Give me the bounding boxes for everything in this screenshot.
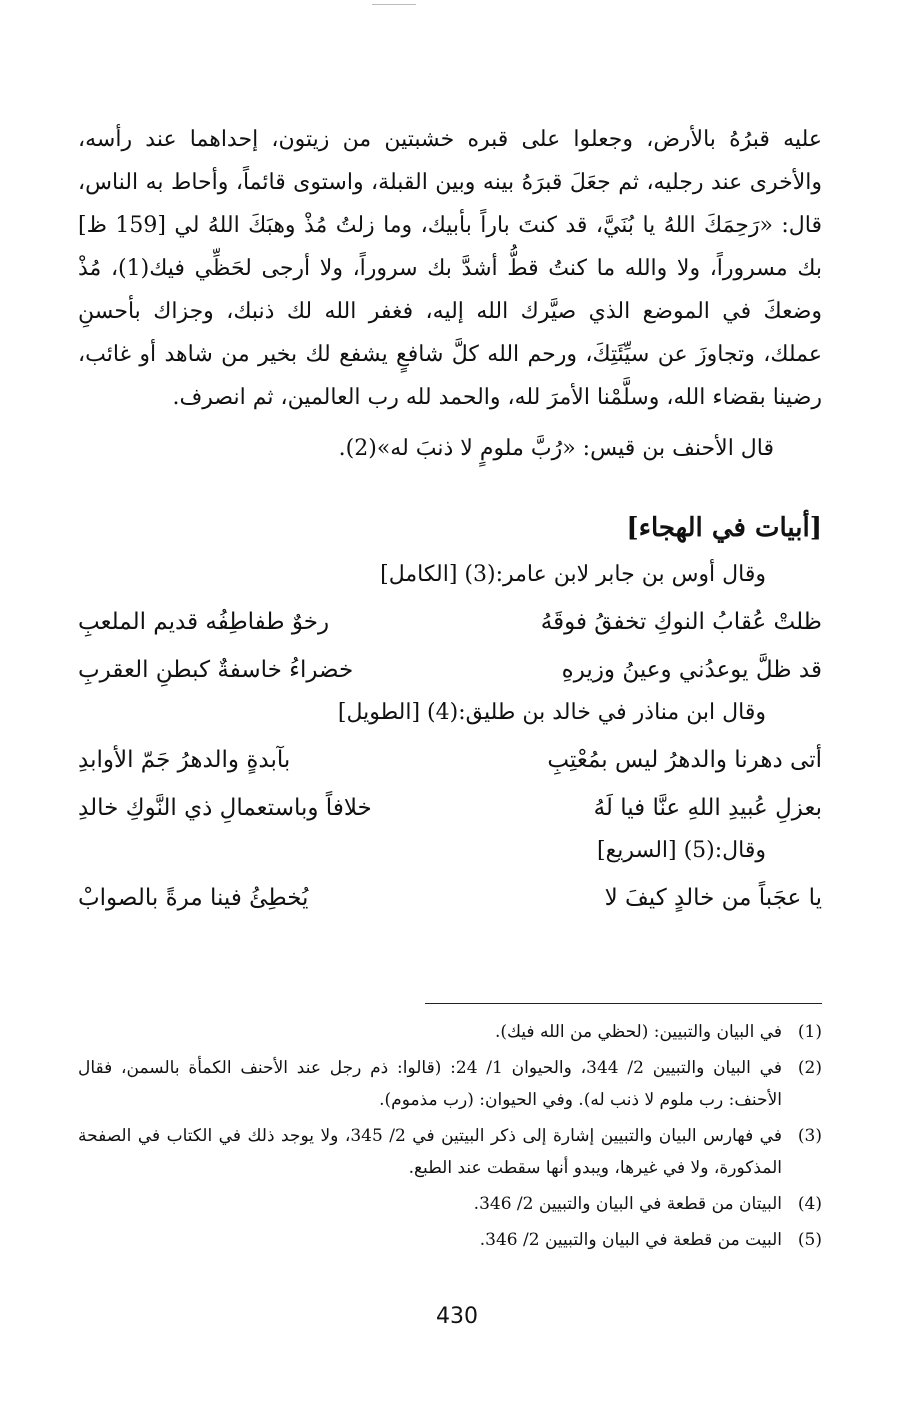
footnote-text: البيتان من قطعة في البيان والتبيين 2/ 346. bbox=[473, 1194, 782, 1214]
verse-second-hemistich: خلافاً وباستعمالِ ذي النَّوكِ خالدِ bbox=[78, 795, 372, 821]
footnote-number: (3) bbox=[797, 1126, 822, 1146]
body-paragraph-1: عليه قبرُهُ بالأرض، وجعلوا على قبره خشبتين من زيتون، إحداهما عند رأسه، والأخرى عند رجليه، ثم جعَلَ قبرَهُ بينه وبين القبلة، واستوى قائماً، وأحاط به الناس، قال: «رَحِمَكَ اللهُ يا بُنَيَّ، قد كنتَ باراً بأبيك، وما زلتُ مُذْ وهبَكَ اللهُ لي [159 ظ] بك مسروراً، ولا والله ما كنتُ قطُّ أشدَّ بك سروراً، ولا أرجى لحَظِّي فيك(1)، مُذْ وضعكَ في الموضع الذي صيَّرك الله إليه، فغفر الله لك ذنبك، وجزاك بأحسنِ عملك، وتجاوزَ عن سيِّئَتِكَ، ورحم الله كلَّ شافعٍ يشفع لك بخير من شاهد أو غائب، رضينا بقضاء الله، وسلَّمْنا الأمرَ لله، والحمد لله رب العالمين، ثم انصرف. bbox=[78, 127, 823, 410]
footnote bbox=[78, 1224, 822, 1256]
verse-line bbox=[78, 648, 822, 692]
footnote bbox=[78, 1052, 822, 1116]
verse-first-hemistich: أتى دهرنا والدهرُ ليس بمُعْتِبِ bbox=[547, 747, 822, 773]
footnote-text: في البيان والتبيين 2/ 344، والحيوان 1/ 24: (قالوا: ذم رجل عند الأحنف الكمأة بالسمن، فقال الأحنف: رب ملوم لا ذنب له). وفي الحيوان: (رب مذموم). bbox=[78, 1058, 782, 1110]
poem-intro-1: وقال أوس بن جابر لابن عامر:(3) [الكامل] bbox=[380, 562, 766, 587]
verse-second-hemistich: يُخطِئُ فينا مرةً بالصوابْ bbox=[78, 885, 309, 911]
footnote-number: (5) bbox=[797, 1230, 822, 1250]
verse-first-hemistich: يا عجَباً من خالدٍ كيفَ لا bbox=[604, 885, 822, 911]
footnote-text: البيت من قطعة في البيان والتبيين 2/ 346. bbox=[479, 1230, 782, 1250]
verse-line bbox=[78, 738, 822, 782]
poem-intro-2: وقال ابن مناذر في خالد بن طليق:(4) [الطويل] bbox=[337, 700, 766, 725]
main-text bbox=[78, 118, 822, 920]
verse-line bbox=[78, 786, 822, 830]
verse-first-hemistich: بعزلِ عُبيدِ اللهِ عنَّا فيا لَهُ bbox=[593, 795, 822, 821]
section-heading: [أبيات في الهجاء] bbox=[626, 513, 822, 543]
footnote-text: في البيان والتبيين: (لحظي من الله فيك). bbox=[494, 1022, 782, 1042]
verse-line bbox=[78, 600, 822, 644]
verse-second-hemistich: رخوٌ طفاطِفُه قديم الملعبِ bbox=[78, 609, 330, 635]
footnote bbox=[78, 1120, 822, 1184]
verse-line bbox=[78, 876, 822, 920]
verse-second-hemistich: بآبدةٍ والدهرُ جَمّ الأوابدِ bbox=[78, 747, 291, 773]
footnote-number: (4) bbox=[797, 1194, 822, 1214]
footnote-separator bbox=[425, 1003, 822, 1004]
footnote-text: في فهارس البيان والتبيين إشارة إلى ذكر البيتين في 2/ 345، ولا يوجد ذلك في الكتاب في الصفحة المذكورة، ولا في غيرها، ويبدو أنها سقطت عند الطبع. bbox=[78, 1126, 782, 1178]
body-paragraph-2: قال الأحنف بن قيس: «رُبَّ ملومٍ لا ذنبَ له»(2). bbox=[338, 436, 774, 461]
footnote-number: (1) bbox=[797, 1022, 822, 1042]
verse-second-hemistich: خضراءُ خاسفةٌ كبطنِ العقربِ bbox=[78, 657, 354, 683]
footnote-number: (2) bbox=[797, 1058, 822, 1078]
footnote bbox=[78, 1188, 822, 1220]
page-number: 430 bbox=[436, 1304, 478, 1329]
top-edge-mark bbox=[372, 4, 416, 5]
footnote bbox=[78, 1016, 822, 1048]
verse-first-hemistich: قد ظلَّ يوعدُني وعينُ وزيرهِ bbox=[561, 657, 822, 683]
poem-intro-3: وقال:(5) [السريع] bbox=[597, 838, 766, 863]
footnotes bbox=[78, 1016, 822, 1260]
verse-first-hemistich: ظلتْ عُقابُ النوكِ تخفقُ فوقَهُ bbox=[540, 609, 822, 635]
